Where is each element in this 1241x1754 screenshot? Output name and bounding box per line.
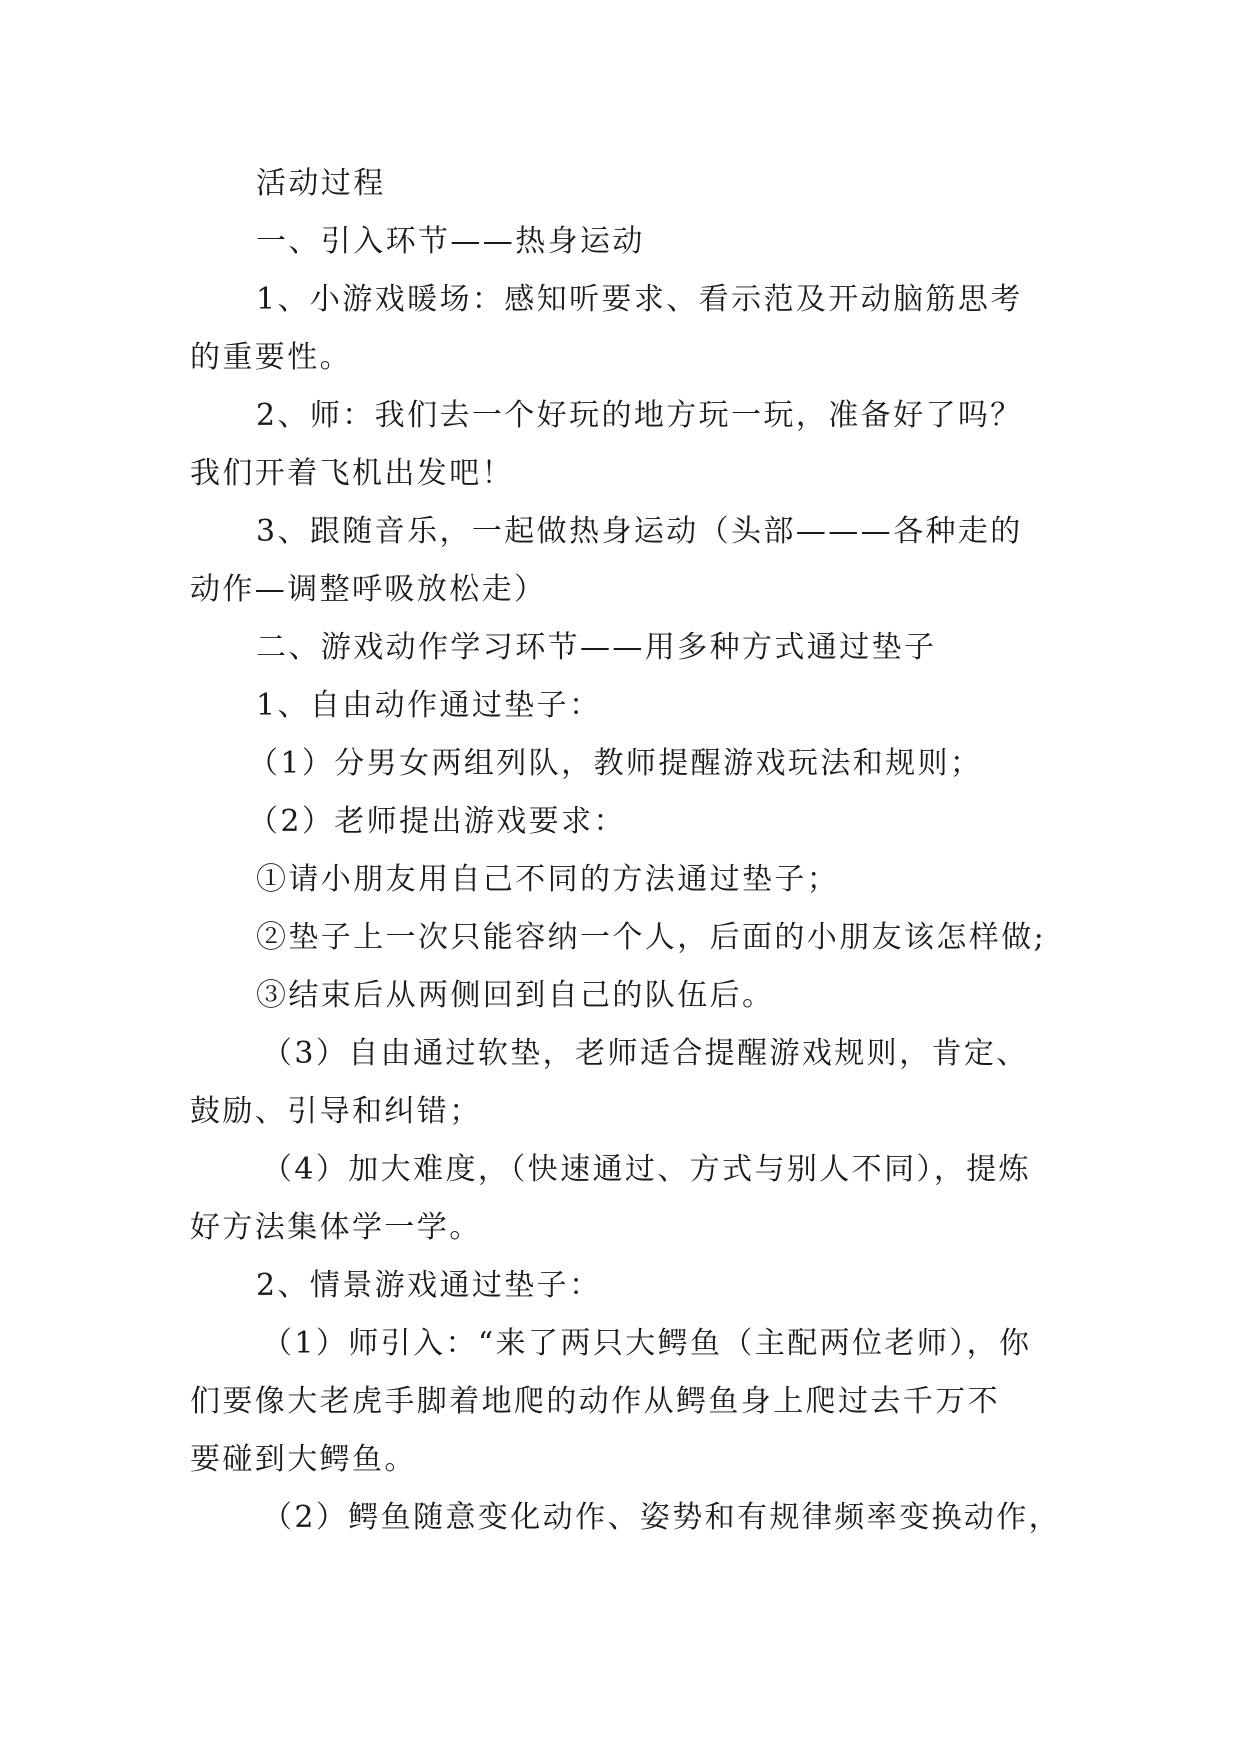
list-item: （4）加大难度，（快速通过、方式与别人不同），提炼 [262,1152,1032,1187]
list-item: （2）鳄鱼随意变化动作、姿势和有规律频率变换动作， [262,1500,1062,1535]
section-heading-two: 二、游戏动作学习环节——用多种方式通过垫子 [256,630,937,665]
list-item: ②垫子上一次只能容纳一个人，后面的小朋友该怎样做; [256,920,1047,955]
paragraph-line: 我们开着飞机出发吧！ [190,456,514,491]
paragraph-line: 3、跟随音乐，一起做热身运动（头部———各种走的 [256,514,1023,549]
section-heading-activity-process: 活动过程 [256,166,386,201]
paragraph-line: 动作—调整呼吸放松走） [190,572,547,607]
section-heading-one: 一、引入环节——热身运动 [256,224,645,259]
list-item: （1）师引入：“来了两只大鳄鱼（主配两位老师），你 [262,1326,1032,1361]
paragraph-line: 1、自由动作通过垫子： [256,688,602,723]
list-item: （3）自由通过软垫，老师适合提醒游戏规则，肯定、 [262,1036,1029,1071]
list-item: ①请小朋友用自己不同的方法通过垫子； [256,862,840,897]
paragraph-line: 的重要性。 [190,340,352,375]
paragraph-line: 们要像大老虎手脚着地爬的动作从鳄鱼身上爬过去千万不 [190,1384,1000,1419]
paragraph-line: 好方法集体学一学。 [190,1210,482,1245]
paragraph-line: 要碰到大鳄鱼。 [190,1442,417,1477]
list-item: （2）老师提出游戏要求： [248,804,626,839]
paragraph-line: 2、师：我们去一个好玩的地方玩一玩，准备好了吗？ [256,398,1023,433]
paragraph-line: 鼓励、引导和纠错； [190,1094,482,1129]
paragraph-line: 2、情景游戏通过垫子： [256,1268,602,1303]
list-item: ③结束后从两侧回到自己的队伍后。 [256,978,775,1013]
paragraph-line: 1、小游戏暖场：感知听要求、看示范及开动脑筋思考 [256,282,1023,317]
list-item: （1）分男女两组列队，教师提醒游戏玩法和规则； [248,746,983,781]
